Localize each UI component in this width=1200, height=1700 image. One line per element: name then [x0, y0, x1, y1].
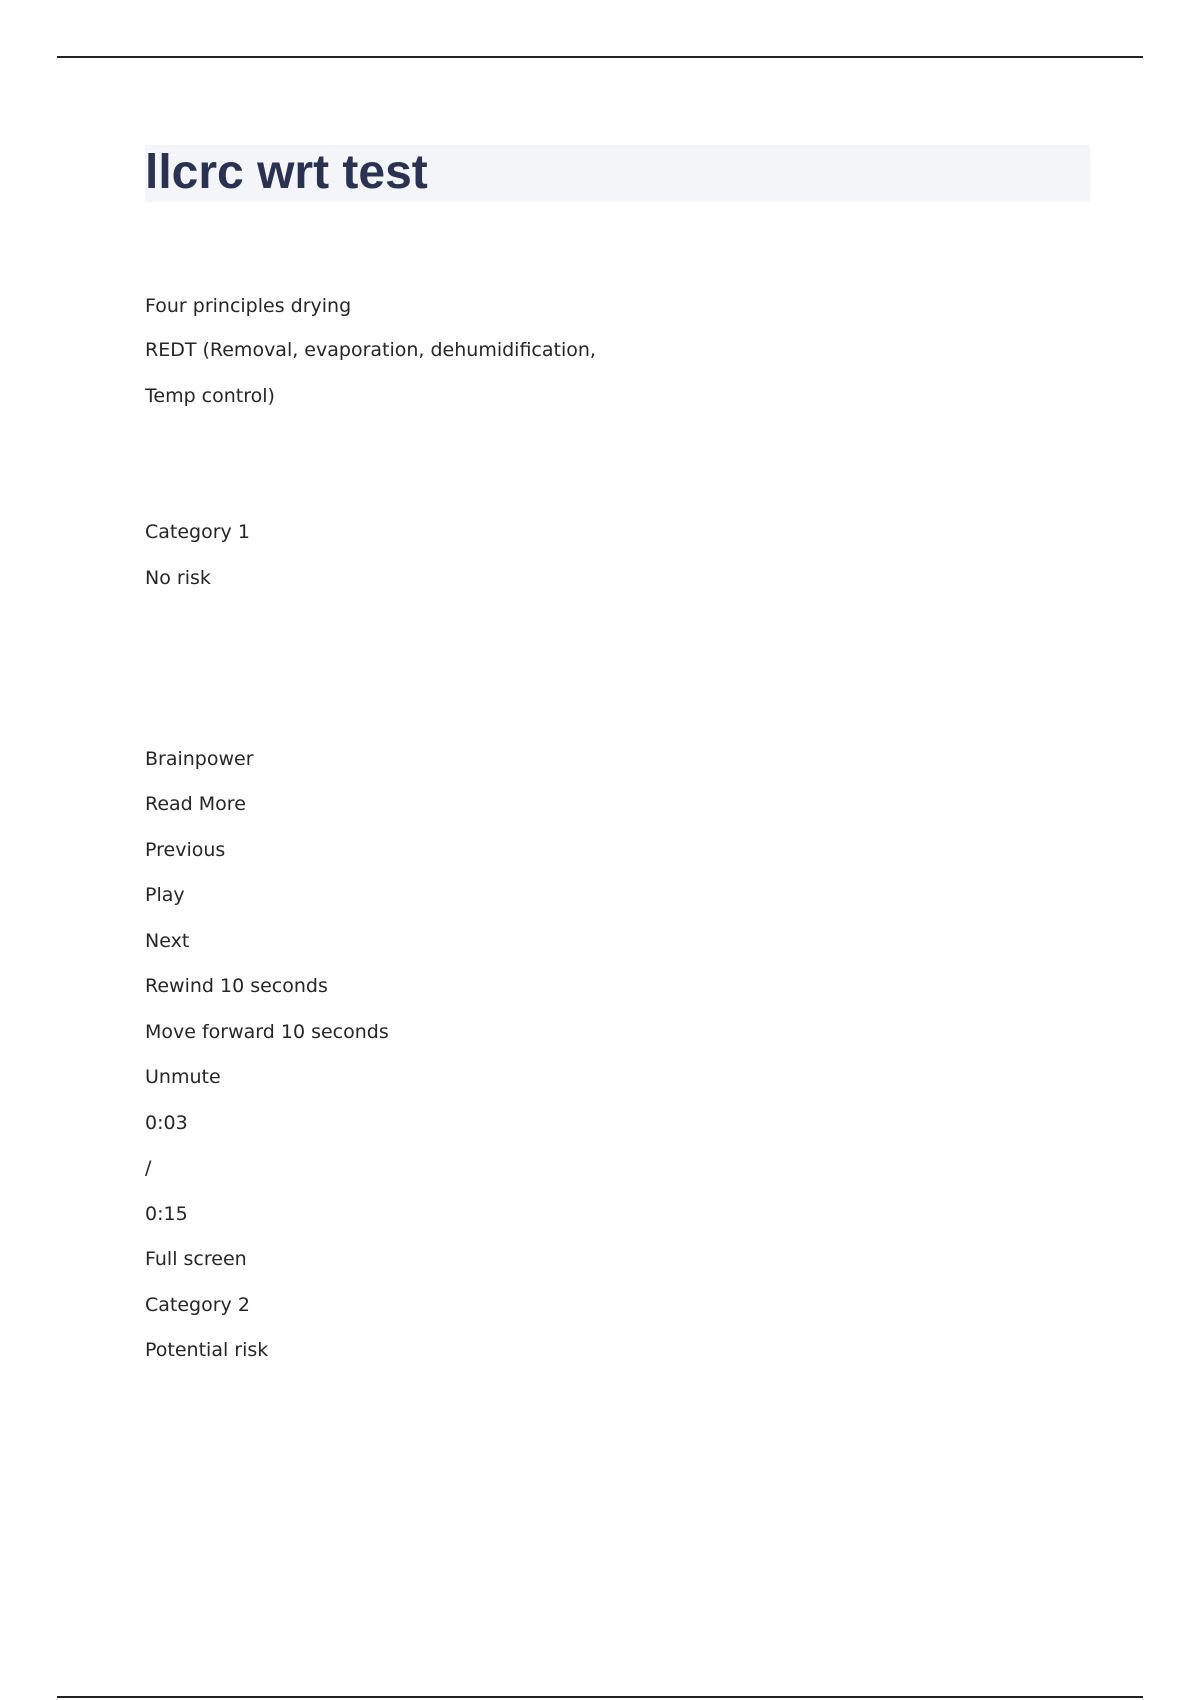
fullscreen-button[interactable]: Full screen — [145, 1248, 247, 1270]
card-3-term: Category 2 — [145, 1294, 250, 1316]
card-2-term: Category 1 — [145, 521, 250, 543]
card-1-definition-line-1: REDT (Removal, evaporation, dehumidification, — [145, 339, 596, 361]
next-button[interactable]: Next — [145, 930, 190, 952]
brainpower-label: Brainpower — [145, 748, 254, 770]
card-1-definition-line-2: Temp control) — [145, 385, 275, 407]
previous-button[interactable]: Previous — [145, 839, 226, 861]
unmute-button[interactable]: Unmute — [145, 1066, 221, 1088]
card-3-definition: Potential risk — [145, 1339, 269, 1361]
current-time: 0:03 — [145, 1112, 188, 1134]
page-title: llcrc wrt test — [145, 146, 428, 199]
forward-button[interactable]: Move forward 10 seconds — [145, 1021, 389, 1043]
time-separator: / — [145, 1157, 152, 1179]
duration: 0:15 — [145, 1203, 188, 1225]
read-more-link[interactable]: Read More — [145, 793, 246, 815]
top-rule — [57, 56, 1143, 58]
play-button[interactable]: Play — [145, 884, 185, 906]
rewind-button[interactable]: Rewind 10 seconds — [145, 975, 328, 997]
card-2-definition: No risk — [145, 567, 211, 589]
card-1-term: Four principles drying — [145, 295, 352, 317]
bottom-rule — [57, 1696, 1143, 1698]
